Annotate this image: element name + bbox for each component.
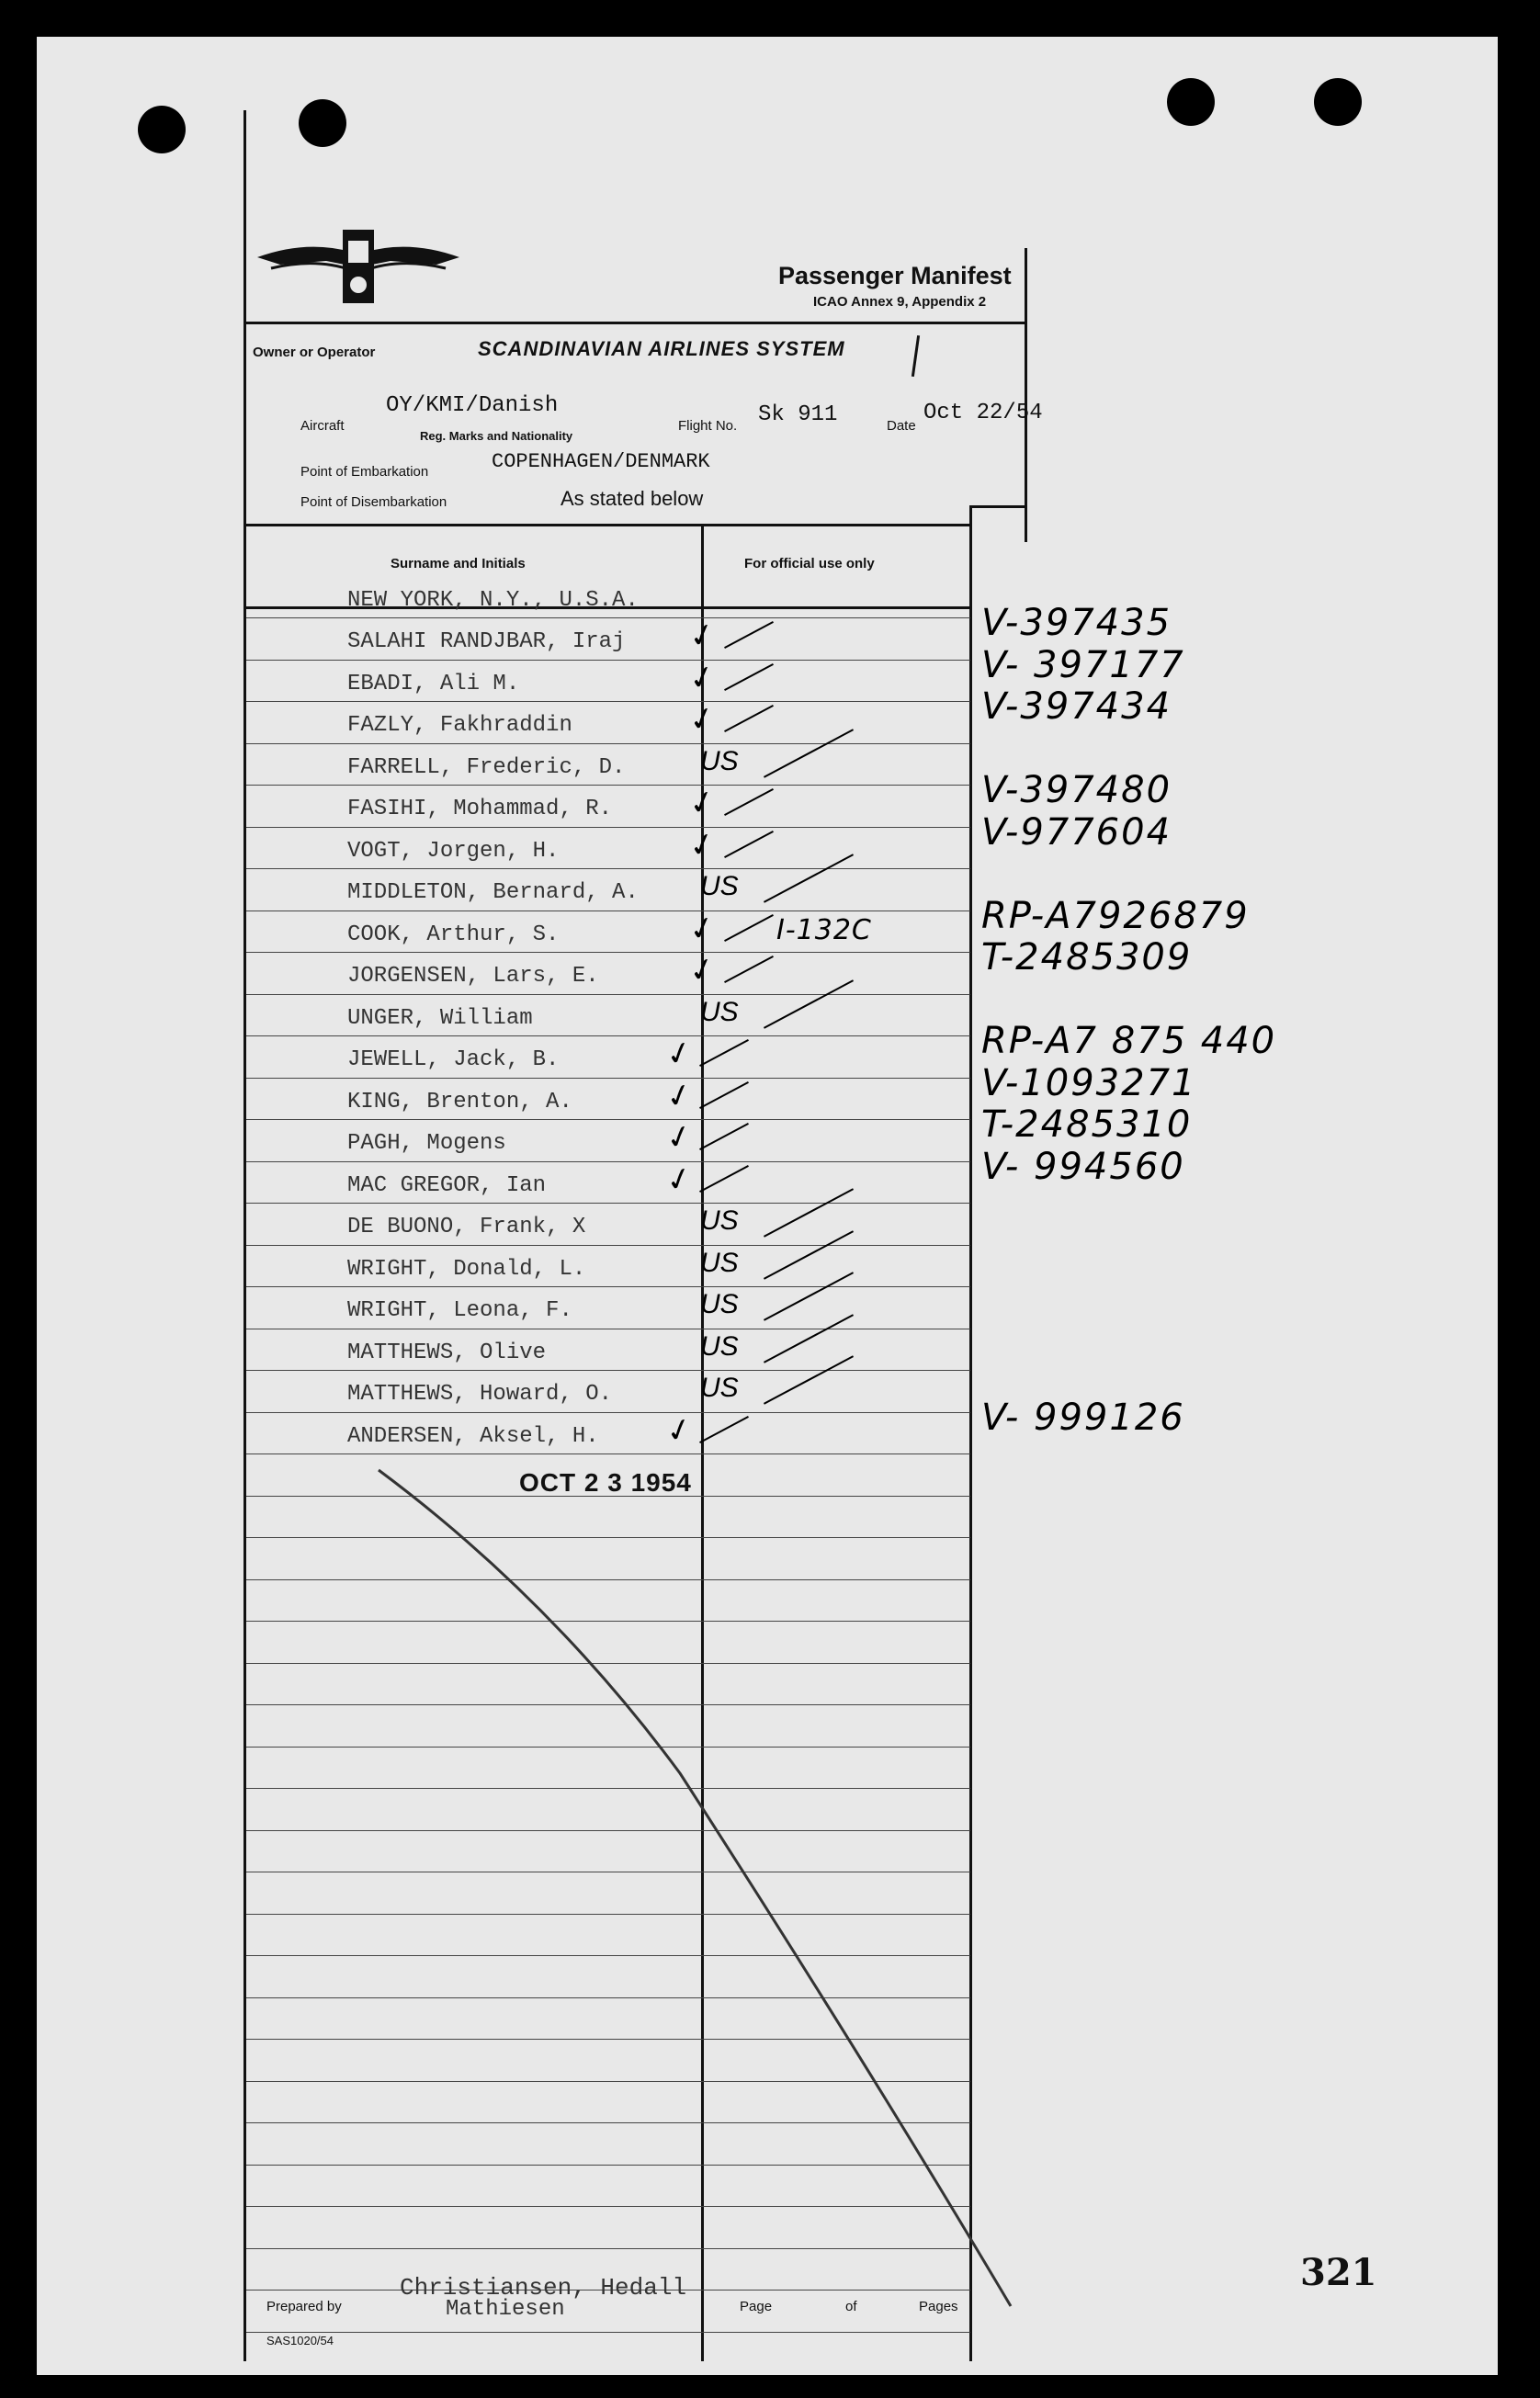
- destination-line: NEW YORK, N.Y., U.S.A.: [347, 588, 639, 613]
- embarkation-value: COPENHAGEN/DENMARK: [492, 450, 710, 473]
- page-label: Page: [740, 2299, 773, 2314]
- checkmark-icon: ✓: [662, 1116, 696, 1159]
- passenger-name: ANDERSEN, Aksel, H.: [347, 1423, 599, 1449]
- official-notation: I-132C: [776, 914, 872, 946]
- flight-label: Flight No.: [678, 418, 738, 434]
- passenger-name: VOGT, Jorgen, H.: [347, 838, 560, 864]
- cancel-strike-line: [37, 37, 1498, 2375]
- column-header-official: For official use only: [744, 556, 875, 571]
- checkmark-icon: ✓: [685, 824, 719, 865]
- passenger-name: EBADI, Ali M.: [347, 671, 520, 696]
- page-number: 321: [1300, 2251, 1377, 2294]
- document-number: T-2485309: [981, 936, 1193, 978]
- embarkation-label: Point of Embarkation: [300, 464, 429, 480]
- passenger-name: JEWELL, Jack, B.: [347, 1047, 560, 1072]
- document-number: V- 999126: [981, 1396, 1185, 1439]
- pages-label: Pages: [919, 2299, 958, 2314]
- passenger-name: KING, Brenton, A.: [347, 1089, 572, 1114]
- checkmark-icon: ✓: [662, 1159, 696, 1200]
- owner-label: Owner or Operator: [253, 345, 376, 360]
- checkmark-icon: ✓: [685, 657, 719, 698]
- page-title: Passenger Manifest: [778, 262, 1012, 289]
- passenger-name: MAC GREGOR, Ian: [347, 1172, 547, 1198]
- prepared-by-label: Prepared by: [266, 2299, 342, 2314]
- checkmark-icon: ✓: [685, 949, 719, 991]
- received-stamp: OCT 2 3 1954: [519, 1468, 692, 1497]
- flight-value: Sk 911: [758, 402, 838, 427]
- passenger-name: JORGENSEN, Lars, E.: [347, 964, 599, 989]
- us-mark: US: [700, 871, 739, 901]
- passenger-name: DE BUONO, Frank, X: [347, 1215, 586, 1239]
- checkmark-icon: ✓: [662, 1409, 696, 1451]
- passenger-name: FAZLY, Fakhraddin: [347, 713, 572, 738]
- date-label: Date: [887, 418, 916, 434]
- checkmark-icon: ✓: [685, 698, 719, 741]
- document-number: V-977604: [981, 810, 1172, 854]
- document-number: V- 994560: [981, 1145, 1185, 1188]
- us-mark: US: [700, 745, 739, 776]
- passenger-name: MIDDLETON, Bernard, A.: [347, 880, 639, 905]
- disembarkation-label: Point of Disembarkation: [300, 494, 447, 510]
- aircraft-value: OY/KMI/Danish: [386, 393, 559, 418]
- reg-marks-label: Reg. Marks and Nationality: [420, 429, 573, 443]
- date-value: Oct 22/54: [923, 401, 1043, 425]
- passenger-name: SALAHI RANDJBAR, Iraj: [347, 629, 626, 654]
- of-label: of: [845, 2299, 857, 2314]
- form-code: SAS1020/54: [266, 2334, 334, 2347]
- us-mark: US: [700, 1289, 739, 1319]
- document-number: V-1093271: [981, 1061, 1197, 1104]
- checkmark-icon: ✓: [685, 908, 719, 949]
- passenger-name: COOK, Arthur, S.: [347, 922, 560, 947]
- passenger-name: MATTHEWS, Olive: [347, 1340, 547, 1365]
- passenger-name: FASIHI, Mohammad, R.: [347, 797, 613, 821]
- passenger-name: FARRELL, Frederic, D.: [347, 754, 626, 780]
- owner-value: SCANDINAVIAN AIRLINES SYSTEM: [478, 337, 845, 360]
- manifest-page: [37, 37, 1498, 2375]
- passenger-name: WRIGHT, Donald, L.: [347, 1256, 586, 1282]
- us-mark: US: [700, 1205, 739, 1236]
- document-number: RP-A7926879: [981, 894, 1250, 937]
- column-header-name: Surname and Initials: [391, 556, 526, 571]
- document-number: V-397480: [981, 769, 1172, 811]
- page-subtitle: ICAO Annex 9, Appendix 2: [813, 294, 987, 310]
- passenger-name: WRIGHT, Leona, F.: [347, 1298, 572, 1323]
- disembarkation-value: As stated below: [561, 487, 704, 510]
- passenger-name: UNGER, William: [347, 1005, 533, 1031]
- document-number: RP-A7 875 440: [981, 1020, 1277, 1062]
- us-mark: US: [700, 996, 739, 1027]
- document-number: T-2485310: [981, 1103, 1193, 1146]
- us-mark: US: [700, 1247, 739, 1278]
- checkmark-icon: ✓: [662, 1075, 696, 1116]
- checkmark-icon: ✓: [685, 615, 719, 657]
- prepared-by-name-1: Christiansen, Hedall: [400, 2274, 687, 2302]
- checkmark-icon: ✓: [685, 782, 719, 824]
- document-number: V- 397177: [981, 643, 1185, 686]
- prepared-by-name-2: Mathiesen: [446, 2297, 565, 2322]
- checkmark-icon: ✓: [662, 1033, 696, 1075]
- passenger-name: PAGH, Mogens: [347, 1131, 506, 1156]
- us-mark: US: [700, 1330, 739, 1362]
- document-number: V-397435: [981, 602, 1172, 644]
- us-mark: US: [700, 1373, 739, 1403]
- passenger-name: MATTHEWS, Howard, O.: [347, 1382, 613, 1407]
- aircraft-label: Aircraft: [300, 418, 345, 434]
- document-number: V-397434: [981, 685, 1172, 728]
